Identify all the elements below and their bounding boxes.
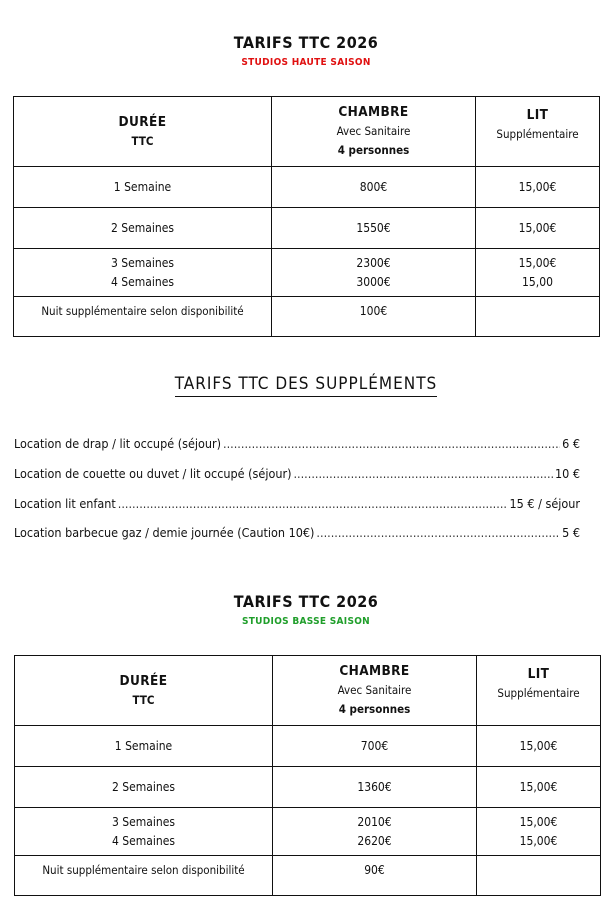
table-row — [14, 167, 600, 208]
cell-lit — [476, 249, 600, 297]
cell-chambre-line1: 2300€ — [356, 255, 391, 270]
header-chambre-sub1: Avec Sanitaire — [337, 683, 412, 697]
supplement-line — [14, 466, 580, 481]
supplement-price: 15 € / séjour — [509, 496, 580, 511]
header-chambre-sub2: 4 personnes — [338, 702, 411, 716]
header-chambre — [273, 656, 477, 726]
supplement-price: 10 € — [554, 466, 580, 481]
header-duree-sub: TTC — [132, 692, 155, 707]
table-row — [15, 767, 601, 808]
supplement-price: 6 € — [562, 436, 580, 451]
cell-lit: 15,00€ — [477, 767, 601, 808]
header-chambre-title: CHAMBRE — [338, 104, 409, 120]
supplement-label: Location barbecue gaz / demie journée (Caution 10€) — [14, 525, 315, 540]
header-lit — [476, 97, 600, 167]
supplement-line — [14, 436, 580, 451]
supplements-title-text: TARIFS TTC DES SUPPLÉMENTS — [175, 374, 438, 397]
supplement-label: Location de drap / lit occupé (séjour) — [14, 436, 222, 451]
table-row — [15, 808, 601, 856]
header-duree — [14, 97, 272, 167]
cell-chambre: 800€ — [272, 167, 476, 208]
table-row — [14, 208, 600, 249]
cell-lit — [477, 808, 601, 856]
supplement-price: 5 € — [562, 525, 580, 540]
cell-duree: 1 Semaine — [14, 167, 272, 208]
dot-leader — [223, 436, 560, 451]
table-row — [15, 726, 601, 767]
haute-subtitle: STUDIOS HAUTE SAISON — [241, 57, 371, 68]
cell-chambre: 700€ — [273, 726, 477, 767]
table-row — [15, 856, 601, 896]
header-duree-sub: TTC — [131, 133, 154, 148]
header-duree-title: DURÉE — [118, 113, 167, 130]
cell-duree-line1: 3 Semaines — [111, 814, 176, 829]
supplement-line — [14, 525, 580, 540]
cell-duree: Nuit supplémentaire selon disponibilité — [15, 856, 273, 896]
header-lit-title: LIT — [527, 666, 550, 682]
table-header-row — [14, 97, 600, 167]
supplement-label: Location lit enfant — [14, 496, 116, 511]
dot-leader — [118, 496, 508, 511]
cell-chambre-line2: 3000€ — [356, 274, 391, 289]
cell-lit-line2: 15,00€ — [519, 833, 558, 848]
cell-duree: 2 Semaines — [15, 767, 273, 808]
header-lit-sub: Supplémentaire — [497, 686, 580, 700]
cell-duree-line2: 4 Semaines — [110, 274, 175, 289]
cell-duree: 1 Semaine — [15, 726, 273, 767]
cell-duree — [15, 808, 273, 856]
cell-chambre — [273, 808, 477, 856]
cell-duree — [14, 249, 272, 297]
cell-lit: 15,00€ — [477, 726, 601, 767]
cell-lit-line2: 15,00 — [522, 274, 553, 289]
cell-chambre: 90€ — [273, 856, 477, 896]
dot-leader — [293, 466, 553, 481]
supplements-title — [0, 374, 612, 394]
cell-duree: Nuit supplémentaire selon disponibilité — [14, 297, 272, 337]
cell-lit: 15,00€ — [476, 167, 600, 208]
header-chambre-sub1: Avec Sanitaire — [336, 124, 411, 138]
cell-lit — [477, 856, 601, 896]
header-duree — [15, 656, 273, 726]
cell-duree-line2: 4 Semaines — [111, 833, 176, 848]
header-chambre — [272, 97, 476, 167]
cell-lit-line1: 15,00€ — [519, 814, 558, 829]
cell-chambre: 100€ — [272, 297, 476, 337]
haute-title: TARIFS TTC 2026 — [233, 33, 379, 52]
table-header-row — [15, 656, 601, 726]
cell-chambre-line1: 2010€ — [357, 814, 392, 829]
basse-subtitle: STUDIOS BASSE SAISON — [241, 616, 371, 627]
cell-chambre — [272, 249, 476, 297]
basse-title: TARIFS TTC 2026 — [233, 592, 379, 611]
table-row — [14, 297, 600, 337]
header-lit-title: LIT — [526, 107, 549, 123]
header-chambre-title: CHAMBRE — [339, 663, 410, 679]
cell-chambre-line2: 2620€ — [357, 833, 392, 848]
cell-lit-line1: 15,00€ — [518, 255, 557, 270]
basse-table — [14, 655, 601, 896]
cell-lit — [476, 297, 600, 337]
dot-leader — [316, 525, 560, 540]
header-lit-sub: Supplémentaire — [496, 127, 579, 141]
header-duree-title: DURÉE — [119, 672, 168, 689]
cell-duree: 2 Semaines — [14, 208, 272, 249]
cell-lit: 15,00€ — [476, 208, 600, 249]
supplement-line — [14, 496, 580, 511]
supplement-label: Location de couette ou duvet / lit occupé (séjour) — [14, 466, 292, 481]
haute-table — [13, 96, 600, 337]
cell-chambre: 1550€ — [272, 208, 476, 249]
header-lit — [477, 656, 601, 726]
cell-duree-line1: 3 Semaines — [110, 255, 175, 270]
cell-chambre: 1360€ — [273, 767, 477, 808]
header-chambre-sub2: 4 personnes — [337, 143, 410, 157]
table-row — [14, 249, 600, 297]
